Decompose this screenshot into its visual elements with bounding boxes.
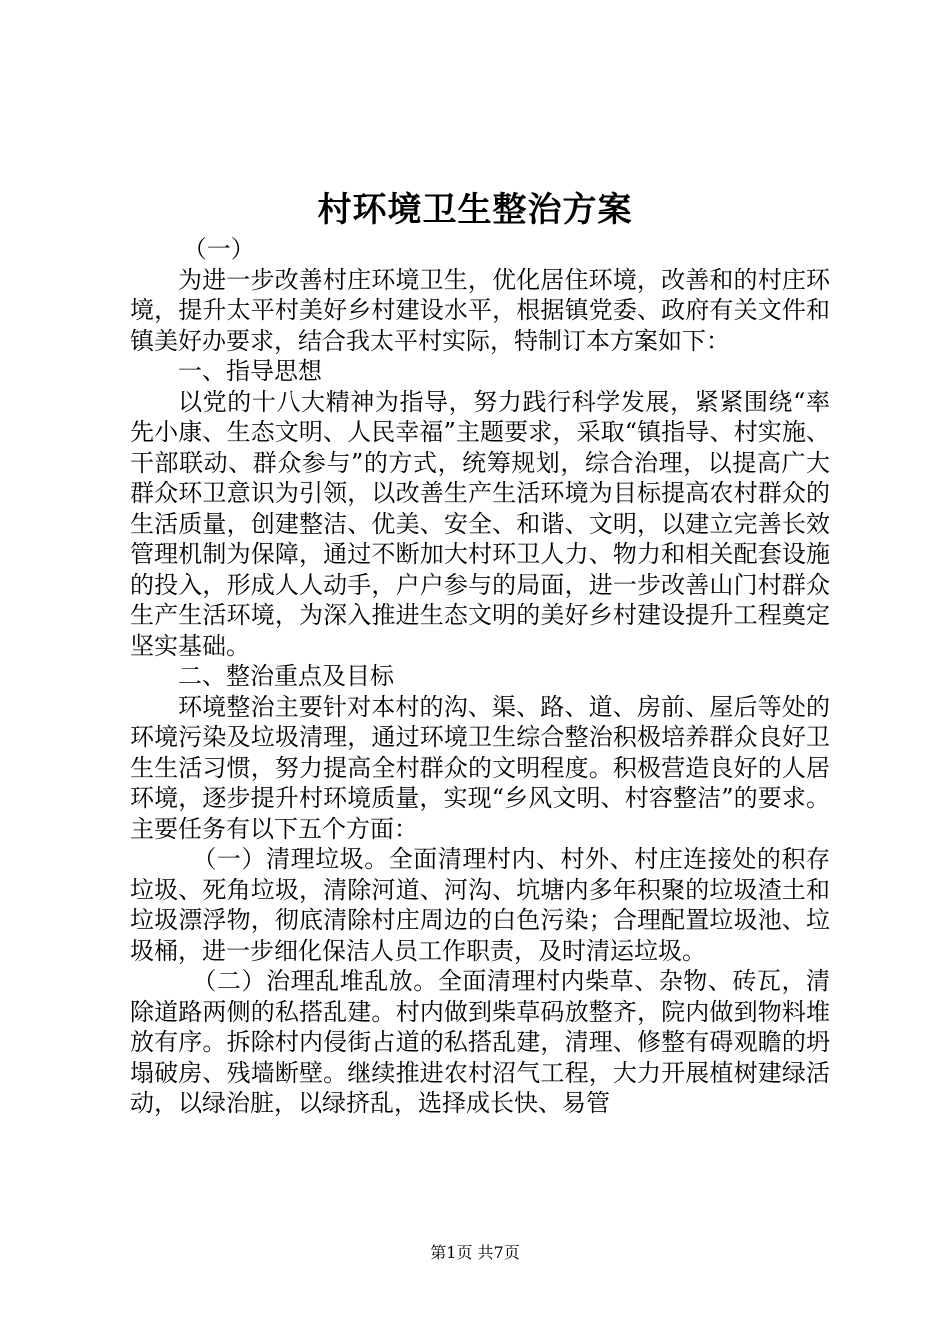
section-heading-key-goals: 二、整治重点及目标 xyxy=(178,662,394,690)
guiding-ideology-paragraph: 以党的十八大精神为指导，努力践行科学发展，紧紧围绕“率先小康、生态文明、人民幸福”主题要求，采取“镇指导、村实施、干部联动、群众参与”的方式，统筹规划，综合治理，以提高广大群众环卫意识为引领，以改善生产生活环境为目标提高农村群众的生活质量，创建整洁、优美、安全、和谐、文明，以建立完善长效管理机制为保障，通过不断加大村环卫人力、物力和相关配套设施的投入，形成人人动手，户户参与的局面，进一步改善山门村群众生产生活环境，为深入推进生态文明的美好乡村建设提升工程奠定坚实基础。 xyxy=(130,387,830,660)
document-body xyxy=(130,234,830,1119)
key-goals-paragraph: 环境整治主要针对本村的沟、渠、路、道、房前、屋后等处的环境污染及垃圾清理，通过环境卫生综合整治积极培养群众良好卫生生活习惯，努力提高全村群众的文明程度。积极营造良好的人居环境，逐步提升村环境质量，实现“乡风文明、村容整洁”的要求。主要任务有以下五个方面： xyxy=(130,692,830,843)
page-footer: 第1页 共7页 xyxy=(430,1243,520,1262)
document-title: 村环境卫生整治方案 xyxy=(317,190,633,230)
section-heading-guiding-ideology: 一、指导思想 xyxy=(178,357,322,385)
section-label: （一） xyxy=(182,235,255,263)
task-clutter-paragraph: （二）治理乱堆乱放。全面清理村内柴草、杂物、砖瓦，清除道路两侧的私搭乱建。村内做到柴草码放整齐，院内做到物料堆放有序。拆除村内侵街占道的私搭乱建，清理、修整有碍观瞻的坍塌破房、残墙断壁。继续推进农村沼气工程，大力开展植树建绿活动，以绿治脏，以绿挤乱，选择成长快、易管 xyxy=(130,967,830,1117)
task-clean-garbage-paragraph: （一）清理垃圾。全面清理村内、村外、村庄连接处的积存垃圾、死角垃圾，清除河道、河沟、坑塘内多年积聚的垃圾渣土和垃圾漂浮物，彻底清除村庄周边的白色污染；合理配置垃圾池、垃圾桶，进一步细化保洁人员工作职责，及时清运垃圾。 xyxy=(130,845,830,965)
intro-paragraph: 为进一步改善村庄环境卫生，优化居住环境，改善和的村庄环境，提升太平村美好乡村建设水平，根据镇党委、政府有关文件和镇美好办要求，结合我太平村实际，特制订本方案如下： xyxy=(130,265,830,355)
